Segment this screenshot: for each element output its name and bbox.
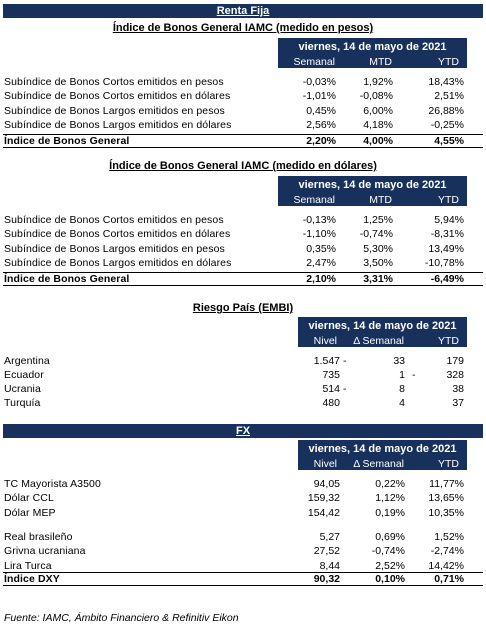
row-value: -2,74% — [430, 545, 464, 557]
row-value: 179 — [446, 355, 464, 367]
table-row — [3, 242, 483, 256]
table-row — [3, 506, 483, 520]
row-value: 0,69% — [375, 531, 405, 543]
table-row — [3, 354, 483, 368]
row-label: Real brasileño — [4, 531, 73, 543]
row-value: 10,35% — [428, 507, 464, 519]
row-label: Ecuador — [4, 369, 44, 381]
col-nivel: Nivel — [313, 335, 337, 347]
row-value: 0,71% — [434, 573, 464, 585]
row-value: 4,55% — [434, 135, 464, 147]
sign-marker: - — [343, 355, 347, 367]
row-value: 4,00% — [363, 135, 393, 147]
row-value: 3,50% — [363, 257, 393, 269]
row-value: 2,47% — [306, 257, 336, 269]
row-value: -1,01% — [302, 90, 336, 102]
fx-title: FX — [235, 425, 251, 437]
iamc-dolares-subtitle: Índice de Bonos General IAMC (medido en dólares) — [109, 160, 377, 172]
table-row — [3, 104, 483, 118]
renta-fija-title: Renta Fija — [216, 5, 270, 17]
row-label: Argentina — [4, 355, 50, 367]
table-row — [3, 89, 483, 103]
col-ytd: YTD — [438, 56, 459, 68]
table-row — [3, 118, 483, 132]
row-value: 1,12% — [375, 492, 405, 504]
row-value: -6,49% — [430, 273, 464, 285]
source-footnote: Fuente: IAMC, Ámbito Financiero & Refinitiv Eikon — [4, 612, 239, 624]
row-value: 2,20% — [306, 135, 336, 147]
row-label: Subíndice de Bonos Largos emitidos en dólares — [4, 119, 232, 131]
row-value: 4 — [399, 397, 405, 409]
row-label: Subíndice de Bonos Cortos emitidos en dólares — [4, 228, 231, 240]
row-label: Subíndice de Bonos Cortos emitidos en pesos — [4, 214, 224, 226]
row-value: 27,52 — [313, 545, 340, 557]
table-row — [3, 227, 483, 241]
row-value: 90,32 — [313, 573, 340, 585]
row-value: 3,31% — [363, 273, 393, 285]
row-label: Subíndice de Bonos Largos emitidos en pesos — [4, 243, 225, 255]
row-label: Dólar MEP — [4, 507, 56, 519]
table-row — [3, 396, 483, 410]
row-value: 1,25% — [363, 214, 393, 226]
sign-marker: - — [343, 383, 347, 395]
row-value: 26,88% — [428, 105, 464, 117]
row-label: Subíndice de Bonos Largos emitidos en dólares — [4, 257, 232, 269]
row-label: Subíndice de Bonos Largos emitidos en pesos — [4, 105, 225, 117]
row-label: Turquía — [4, 397, 41, 409]
row-value: -0,74% — [371, 545, 405, 557]
riesgo-pais-subtitle: Riesgo País (EMBI) — [192, 302, 294, 314]
col-mtd: MTD — [369, 194, 392, 206]
table-row — [3, 559, 483, 573]
row-value: 37 — [452, 397, 464, 409]
row-value: -0,03% — [302, 76, 336, 88]
total-row — [3, 134, 483, 148]
iamc-pesos-subtitle: Índice de Bonos General IAMC (medido en pesos) — [112, 22, 374, 34]
row-value: 5,94% — [434, 214, 464, 226]
iamc-pesos-date: viernes, 14 de mayo de 2021 — [298, 41, 447, 53]
fx-title-bar — [3, 424, 483, 438]
row-value: -10,78% — [424, 257, 464, 269]
row-value: -8,31% — [430, 228, 464, 240]
col-delta-semanal: Δ Semanal — [353, 335, 404, 347]
table-row — [3, 75, 483, 89]
table-row — [3, 530, 483, 544]
row-label: Índice DXY — [4, 573, 60, 585]
sign-marker: - — [412, 369, 416, 381]
row-value: 18,43% — [428, 76, 464, 88]
col-mtd: MTD — [369, 56, 392, 68]
row-label: Índice de Bonos General — [4, 273, 130, 285]
row-value: 8 — [399, 383, 405, 395]
row-value: -0,13% — [302, 214, 336, 226]
col-nivel: Nivel — [313, 458, 337, 470]
row-value: 2,56% — [306, 119, 336, 131]
row-value: -0,74% — [359, 228, 393, 240]
row-value: 94,05 — [313, 478, 340, 490]
row-value: 13,65% — [428, 492, 464, 504]
row-value: 11,77% — [429, 478, 464, 490]
table-row — [3, 368, 483, 382]
fx-date: viernes, 14 de mayo de 2021 — [308, 443, 457, 455]
row-value: 4,18% — [363, 119, 393, 131]
row-value: 514 — [322, 383, 340, 395]
row-label: Ucrania — [4, 383, 41, 395]
table-row — [3, 256, 483, 270]
row-value: 1 — [399, 369, 405, 381]
row-value: 38 — [452, 383, 464, 395]
col-semanal: Semanal — [293, 56, 335, 68]
row-value: 154,42 — [307, 507, 340, 519]
row-value: 328 — [446, 369, 464, 381]
row-value: 33 — [393, 355, 405, 367]
row-label: TC Mayorista A3500 — [4, 478, 101, 490]
row-value: -0,08% — [359, 90, 393, 102]
row-label: Grivna ucraniana — [4, 545, 86, 557]
row-label: Índice de Bonos General — [4, 135, 130, 147]
riesgo-pais-date: viernes, 14 de mayo de 2021 — [308, 320, 457, 332]
col-ytd: YTD — [438, 458, 459, 470]
row-value: -1,10% — [302, 228, 336, 240]
row-value: -0,25% — [430, 119, 464, 131]
row-value: 735 — [322, 369, 340, 381]
iamc-dolares-header — [278, 176, 467, 206]
table-row — [3, 544, 483, 558]
table-row — [3, 477, 483, 491]
row-value: 0,10% — [375, 573, 405, 585]
iamc-dolares-date: viernes, 14 de mayo de 2021 — [298, 179, 447, 191]
table-row — [3, 382, 483, 396]
total-row — [3, 572, 483, 586]
row-value: 480 — [322, 397, 340, 409]
col-ytd: YTD — [438, 335, 459, 347]
renta-fija-title-bar — [3, 4, 483, 18]
row-value: 13,49% — [428, 243, 464, 255]
row-value: 0,19% — [375, 507, 405, 519]
row-value: 5,30% — [363, 243, 393, 255]
iamc-pesos-header — [278, 38, 467, 68]
row-value: 2,52% — [375, 560, 405, 572]
row-value: 6,00% — [363, 105, 393, 117]
col-semanal: Semanal — [293, 194, 335, 206]
row-label: Subíndice de Bonos Cortos emitidos en dólares — [4, 90, 231, 102]
row-value: 2,10% — [306, 273, 336, 285]
col-delta-semanal: Δ Semanal — [353, 458, 404, 470]
row-value: 0,22% — [375, 478, 405, 490]
row-label: Dólar CCL — [4, 492, 54, 504]
row-value: 0,35% — [306, 243, 336, 255]
riesgo-pais-header — [298, 317, 467, 347]
row-value: 159,32 — [307, 492, 340, 504]
fx-header — [298, 440, 467, 470]
total-row — [3, 272, 483, 286]
row-label: Subíndice de Bonos Cortos emitidos en pesos — [4, 76, 224, 88]
row-value: 1.547 — [313, 355, 340, 367]
col-ytd: YTD — [438, 194, 459, 206]
row-value: 8,44 — [319, 560, 340, 572]
row-value: 1,92% — [363, 76, 393, 88]
row-value: 0,45% — [306, 105, 336, 117]
table-row — [3, 213, 483, 227]
row-value: 1,52% — [434, 531, 464, 543]
row-value: 5,27 — [319, 531, 340, 543]
row-value: 14,42% — [428, 560, 464, 572]
table-row — [3, 491, 483, 505]
row-value: 2,51% — [434, 90, 464, 102]
row-label: Lira Turca — [4, 560, 52, 572]
